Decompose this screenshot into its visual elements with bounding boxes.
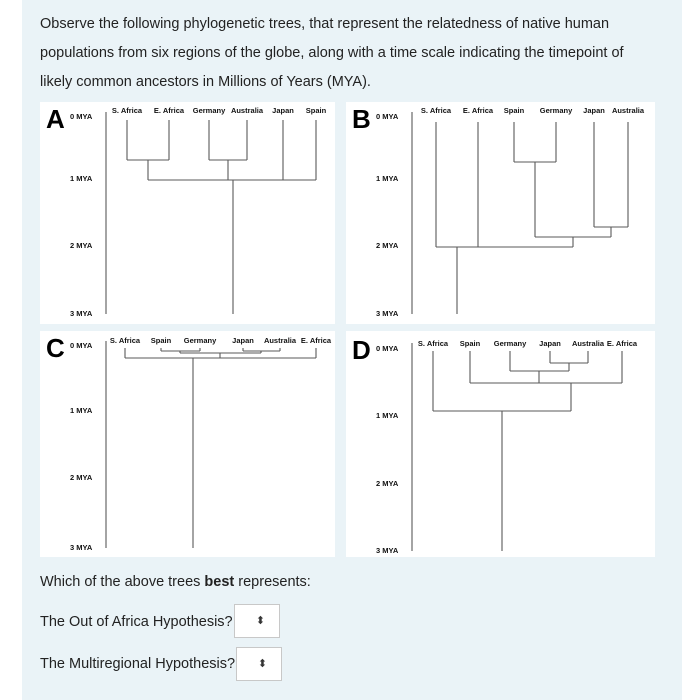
tree-d: [346, 331, 655, 557]
region-label: Japan: [583, 106, 605, 115]
region-label: E. Africa: [462, 106, 494, 115]
tree-panel-a: [40, 102, 335, 324]
time-label: 0 MYA: [70, 112, 93, 121]
tree-branches: [125, 348, 316, 548]
tree-panel-d: [346, 331, 655, 557]
region-label: S. Africa: [420, 106, 452, 115]
tree-letter: D: [352, 335, 371, 365]
region-label: E. Africa: [153, 106, 185, 115]
tree-branches: [436, 122, 628, 314]
out-of-africa-select[interactable]: [234, 604, 280, 638]
region-label: S. Africa: [417, 339, 449, 348]
region-label: Australia: [571, 339, 605, 348]
time-label: 2 MYA: [70, 241, 93, 250]
region-label: Australia: [611, 106, 645, 115]
time-label: 3 MYA: [70, 309, 93, 318]
select-arrows-icon: ⬍: [255, 615, 265, 627]
intro-text: Observe the following phylogenetic trees, that represent the relatedness of native human populations from six regions of the globe, along with a time scale indicating the timepoint of likely common ancestors in Millions of Years (MYA).: [40, 16, 624, 90]
region-label: E. Africa: [300, 336, 332, 345]
tree-b: [346, 102, 655, 324]
region-label: Australia: [263, 336, 297, 345]
region-label: Spain: [305, 106, 327, 115]
time-label: 1 MYA: [70, 406, 93, 415]
region-label: Australia: [230, 106, 264, 115]
select-arrows-icon: ⬍: [257, 658, 267, 670]
region-label: E. Africa: [606, 339, 638, 348]
answer-label-multiregional: The Multiregional Hypothesis?: [40, 656, 236, 672]
region-label: Spain: [459, 339, 481, 348]
tree-letter: C: [46, 333, 65, 363]
time-label: 3 MYA: [376, 309, 399, 318]
answer-label-out-of-africa: The Out of Africa Hypothesis?: [40, 614, 233, 630]
time-label: 1 MYA: [70, 174, 93, 183]
region-label: S. Africa: [111, 106, 143, 115]
time-label: 0 MYA: [376, 112, 399, 121]
time-label: 0 MYA: [70, 341, 93, 350]
time-label: 2 MYA: [376, 479, 399, 488]
region-label: Spain: [150, 336, 172, 345]
tree-letter: B: [352, 104, 371, 134]
time-label: 2 MYA: [70, 473, 93, 482]
region-label: Japan: [232, 336, 254, 345]
region-label: Germany: [493, 339, 527, 348]
tree-c: [40, 331, 335, 557]
tree-a: [40, 102, 335, 324]
region-label: Germany: [183, 336, 217, 345]
question-text: Which of the above trees best represents:: [40, 574, 311, 590]
time-label: 1 MYA: [376, 411, 399, 420]
time-label: 3 MYA: [376, 546, 399, 555]
tree-panel-c: [40, 331, 335, 557]
question-emphasis: best: [204, 574, 235, 590]
tree-branches: [127, 120, 316, 314]
region-label: Germany: [539, 106, 573, 115]
time-label: 2 MYA: [376, 241, 399, 250]
multiregional-select[interactable]: [236, 647, 282, 681]
time-label: 0 MYA: [376, 344, 399, 353]
time-label: 3 MYA: [70, 543, 93, 552]
region-label: Spain: [503, 106, 525, 115]
region-label: S. Africa: [109, 336, 141, 345]
region-label: Japan: [272, 106, 294, 115]
region-label: Germany: [192, 106, 226, 115]
region-label: Japan: [539, 339, 561, 348]
time-label: 1 MYA: [376, 174, 399, 183]
tree-panel-b: [346, 102, 655, 324]
tree-letter: A: [46, 104, 65, 134]
tree-branches: [433, 351, 622, 551]
